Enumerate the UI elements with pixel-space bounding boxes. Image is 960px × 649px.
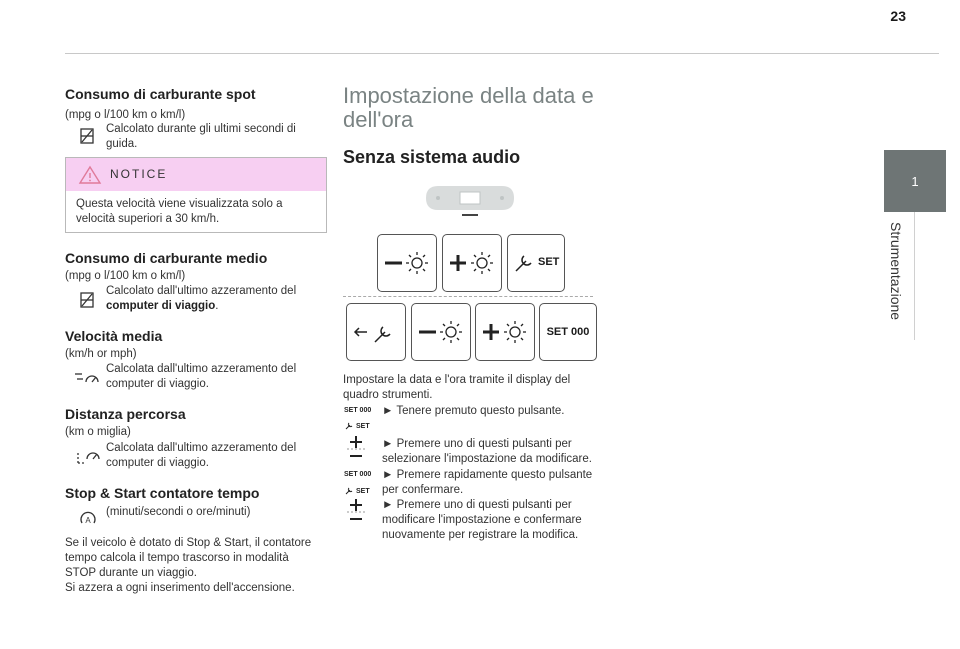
plus-minus-small-icon (347, 435, 367, 461)
velocita-title: Velocità media (65, 328, 163, 344)
dashed-divider (343, 296, 593, 297)
set-000-button[interactable] (539, 303, 597, 361)
step-2: ► Premere uno di questi pulsanti per selezionare l'impostazione da modificare. (382, 438, 592, 465)
instrument-cluster-icon (424, 182, 516, 218)
svg-text:SET: SET (356, 423, 370, 430)
medio-description: Calcolato dall'ultimo azzeramento del computer di viaggio. (106, 285, 297, 312)
warning-icon (78, 165, 102, 185)
set-000-label: SET 000 (546, 326, 590, 338)
chapter-tab[interactable] (884, 150, 946, 212)
brightness-minus-button-2[interactable] (411, 303, 471, 361)
section-title: Impostazione della data e dell'ora (343, 83, 594, 132)
step-4: ► Premere uno di questi pulsanti per modificare l'impostazione e confermare nuovamente per registrare la modifica. (382, 499, 582, 541)
notice-label: NOTICE (110, 167, 168, 181)
spot-description: Calcolato durante gli ultimi secondi di guida. (106, 123, 296, 150)
distanza-units: (km o miglia) (65, 426, 131, 438)
svg-text:SET: SET (356, 488, 370, 495)
brightness-plus-button-2[interactable] (475, 303, 535, 361)
velocita-description: Calcolata dall'ultimo azzeramento del computer di viaggio. (106, 363, 297, 390)
fuel-pump-icon (78, 127, 96, 145)
page-number: 23 (890, 8, 906, 24)
distanza-title: Distanza percorsa (65, 406, 186, 422)
stop-start-icon (78, 508, 98, 528)
spot-title: Consumo di carburante spot (65, 86, 256, 102)
speedometer-icon (74, 368, 102, 386)
set-000-small-icon: SET 000 (344, 407, 372, 414)
back-wrench-button[interactable] (346, 303, 406, 361)
medio-title: Consumo di carburante medio (65, 250, 268, 266)
notice-text: Questa velocità viene visualizzata solo a velocità superiori a 30 km/h. (76, 198, 283, 225)
spot-units: (mpg o l/100 km o km/l) (65, 109, 186, 121)
intro-text: Impostare la data e l'ora tramite il display del quadro strumenti. (343, 374, 571, 401)
set-000-small-icon-2: SET 000 (344, 471, 372, 478)
step-3: ► Premere rapidamente questo pulsante per confermare. (382, 469, 593, 496)
stopstart-body: Se il veicolo è dotato di Stop & Start, il contatore tempo calcola il tempo trascorso in modalità STOP durante un viaggio. Si azzera a ogni inserimento dell'accensione. (65, 537, 312, 594)
svg-text:A: A (85, 516, 91, 525)
set-label: SET (538, 256, 560, 268)
velocita-units: (km/h or mph) (65, 348, 137, 360)
header-rule (65, 53, 939, 54)
chapter-number: 1 (911, 173, 919, 189)
distanza-description: Calcolata dall'ultimo azzeramento del computer di viaggio. (106, 442, 297, 469)
stopstart-title: Stop & Start contatore tempo (65, 485, 260, 501)
stopstart-units: (minuti/secondi o ore/minuti) (106, 506, 251, 518)
notice-box (65, 157, 327, 233)
plus-minus-small-icon-2 (347, 498, 367, 524)
chapter-label: Strumentazione (888, 222, 904, 321)
brightness-plus-button[interactable] (442, 234, 502, 292)
section-subtitle: Senza sistema audio (343, 147, 521, 167)
wrench-set-small-icon-2 (344, 484, 374, 496)
distance-icon (74, 445, 102, 467)
brightness-minus-button[interactable] (377, 234, 437, 292)
wrench-set-small-icon (344, 419, 374, 431)
step-1: ► Tenere premuto questo pulsante. (382, 405, 565, 417)
medio-units: (mpg o l/100 km o km/l) (65, 270, 186, 282)
wrench-set-button[interactable] (507, 234, 565, 292)
fuel-pump-icon (78, 291, 96, 309)
